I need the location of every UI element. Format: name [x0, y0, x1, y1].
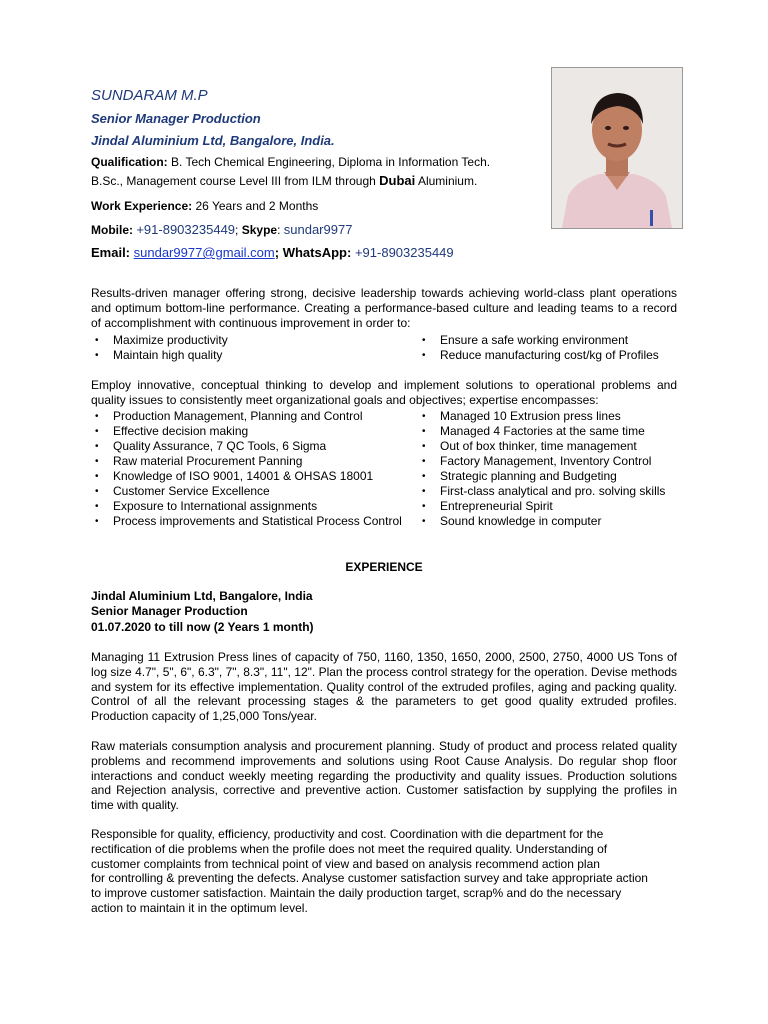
work-experience-label: Work Experience: [91, 199, 193, 213]
list-item: • Managed 4 Factories at the same time [418, 424, 665, 439]
list-item: • Sound knowledge in computer [418, 514, 665, 529]
goals-list-left [91, 333, 228, 363]
list-item: • Effective decision making [91, 424, 402, 439]
profile-photo [551, 67, 683, 229]
work-experience-line [91, 199, 318, 213]
qualification-label: Qualification: [91, 155, 168, 169]
work-experience-value: 26 Years and 2 Months [195, 199, 319, 213]
qualification-line-2 [91, 173, 477, 188]
skype-label: Skype [241, 223, 278, 237]
experience-paragraph-2: Raw materials consumption analysis and procurement planning. Study of product and process related quality problems and recommend improvements and solutions using Root Cause Analysis. Do regular shop floor interactions and conduct weekly meeting regarding the productivity and quality issues. Production solutions and Rejection analysis, corrective and preventive action. Customer satisfaction by supplying the profiles in time with quality. [91, 739, 677, 813]
email-whatsapp-line: Email: sundar9977@gmail.com; WhatsApp: +91-8903235449 [91, 245, 454, 260]
skype-id: sundar9977 [283, 222, 353, 237]
experience-period: 01.07.2020 to till now (2 Years 1 month) [91, 620, 314, 634]
paragraph-line: rectification of die problems when the profile does not meet the required quality. Understanding of [91, 841, 608, 856]
list-item: • Maximize productivity [91, 333, 228, 348]
paragraph-line: to improve customer satisfaction. Maintain the daily production target, scrap% and do the necessary [91, 886, 622, 901]
list-item: • Out of box thinker, time management [418, 439, 665, 454]
qualification-text: B.Sc., Management course Level III from ILM through [91, 174, 376, 188]
expertise-intro: Employ innovative, conceptual thinking to develop and implement solutions to operational problems and quality issues to consistently meet organizational goals and objectives; expertise encompasses: [91, 378, 677, 407]
list-item: • Exposure to International assignments [91, 499, 402, 514]
summary-intro: Results-driven manager offering strong, decisive leadership towards achieving world-class plant operations and optimum bottom-line performance. Creating a performance-based culture and leading teams to a record of accomplishment with continuous improvement in order to: [91, 286, 677, 330]
list-item: • Ensure a safe working environment [418, 333, 659, 348]
person-portrait-icon [552, 68, 682, 228]
mobile-number: +91-8903235449 [136, 222, 236, 237]
paragraph-line: customer complaints from technical point of view and based on analysis recommend action plan [91, 856, 600, 871]
job-title: Senior Manager Production [91, 111, 261, 126]
list-item: • Knowledge of ISO 9001, 14001 & OHSAS 18001 [91, 469, 402, 484]
qualification-dubai: Dubai [379, 173, 416, 188]
list-item: • Entrepreneurial Spirit [418, 499, 665, 514]
mobile-skype-line: Mobile: +91-8903235449; Skype: sundar9977 [91, 222, 353, 237]
list-item: • Maintain high quality [91, 348, 228, 363]
list-item: • Factory Management, Inventory Control [418, 454, 665, 469]
list-item: • Strategic planning and Budgeting [418, 469, 665, 484]
list-item: • Production Management, Planning and Control [91, 409, 402, 424]
experience-company: Jindal Aluminium Ltd, Bangalore, India [91, 589, 313, 603]
experience-heading: EXPERIENCE [345, 560, 423, 574]
paragraph-line: action to maintain it in the optimum level. [91, 900, 308, 915]
experience-role: Senior Manager Production [91, 604, 248, 618]
experience-paragraph-3 [91, 827, 691, 916]
list-item: • First-class analytical and pro. solving skills [418, 484, 665, 499]
list-item: • Process improvements and Statistical Process Control [91, 514, 402, 529]
list-item: • Quality Assurance, 7 QC Tools, 6 Sigma [91, 439, 402, 454]
list-item: • Raw material Procurement Panning [91, 454, 402, 469]
qualification-line-1 [91, 155, 490, 169]
paragraph-line: for controlling & preventing the defects. Analyse customer satisfaction survey and take appropriate action [91, 871, 648, 886]
email-link[interactable]: sundar9977@gmail.com [133, 245, 275, 260]
email-label: Email: [91, 245, 131, 260]
candidate-name: SUNDARAM M.P [91, 87, 208, 104]
whatsapp-number: +91-8903235449 [354, 245, 454, 260]
whatsapp-label: WhatsApp: [282, 245, 352, 260]
qualification-value: B. Tech Chemical Engineering, Diploma in Information Tech. [171, 155, 491, 169]
list-item: • Reduce manufacturing cost/kg of Profiles [418, 348, 659, 363]
goals-list-right [418, 333, 659, 363]
mobile-label: Mobile: [91, 223, 133, 237]
expertise-list-left [91, 409, 402, 529]
current-company: Jindal Aluminium Ltd, Bangalore, India. [91, 133, 335, 148]
paragraph-line: Responsible for quality, efficiency, productivity and cost. Coordination with die department for the [91, 827, 604, 841]
list-item: • Customer Service Excellence [91, 484, 402, 499]
qualification-text-end: Aluminium. [417, 174, 478, 188]
expertise-list-right [418, 409, 665, 529]
list-item: • Managed 10 Extrusion press lines [418, 409, 665, 424]
experience-paragraph-1: Managing 11 Extrusion Press lines of capacity of 750, 1160, 1350, 1650, 2000, 2500, 2750, 4000 US Tons of log size 4.7", 5", 6", 6.3", 7", 8.3", 11", 12". Plan the process control strategy for the operation. Devise methods and system for its effective implementation. Quality control of the extruded profiles, aging and packing quality. Control of all the relevant processing stages & the parameters to get good quality extruded profiles. Production capacity of 1,25,000 Tons/year. [91, 650, 677, 724]
